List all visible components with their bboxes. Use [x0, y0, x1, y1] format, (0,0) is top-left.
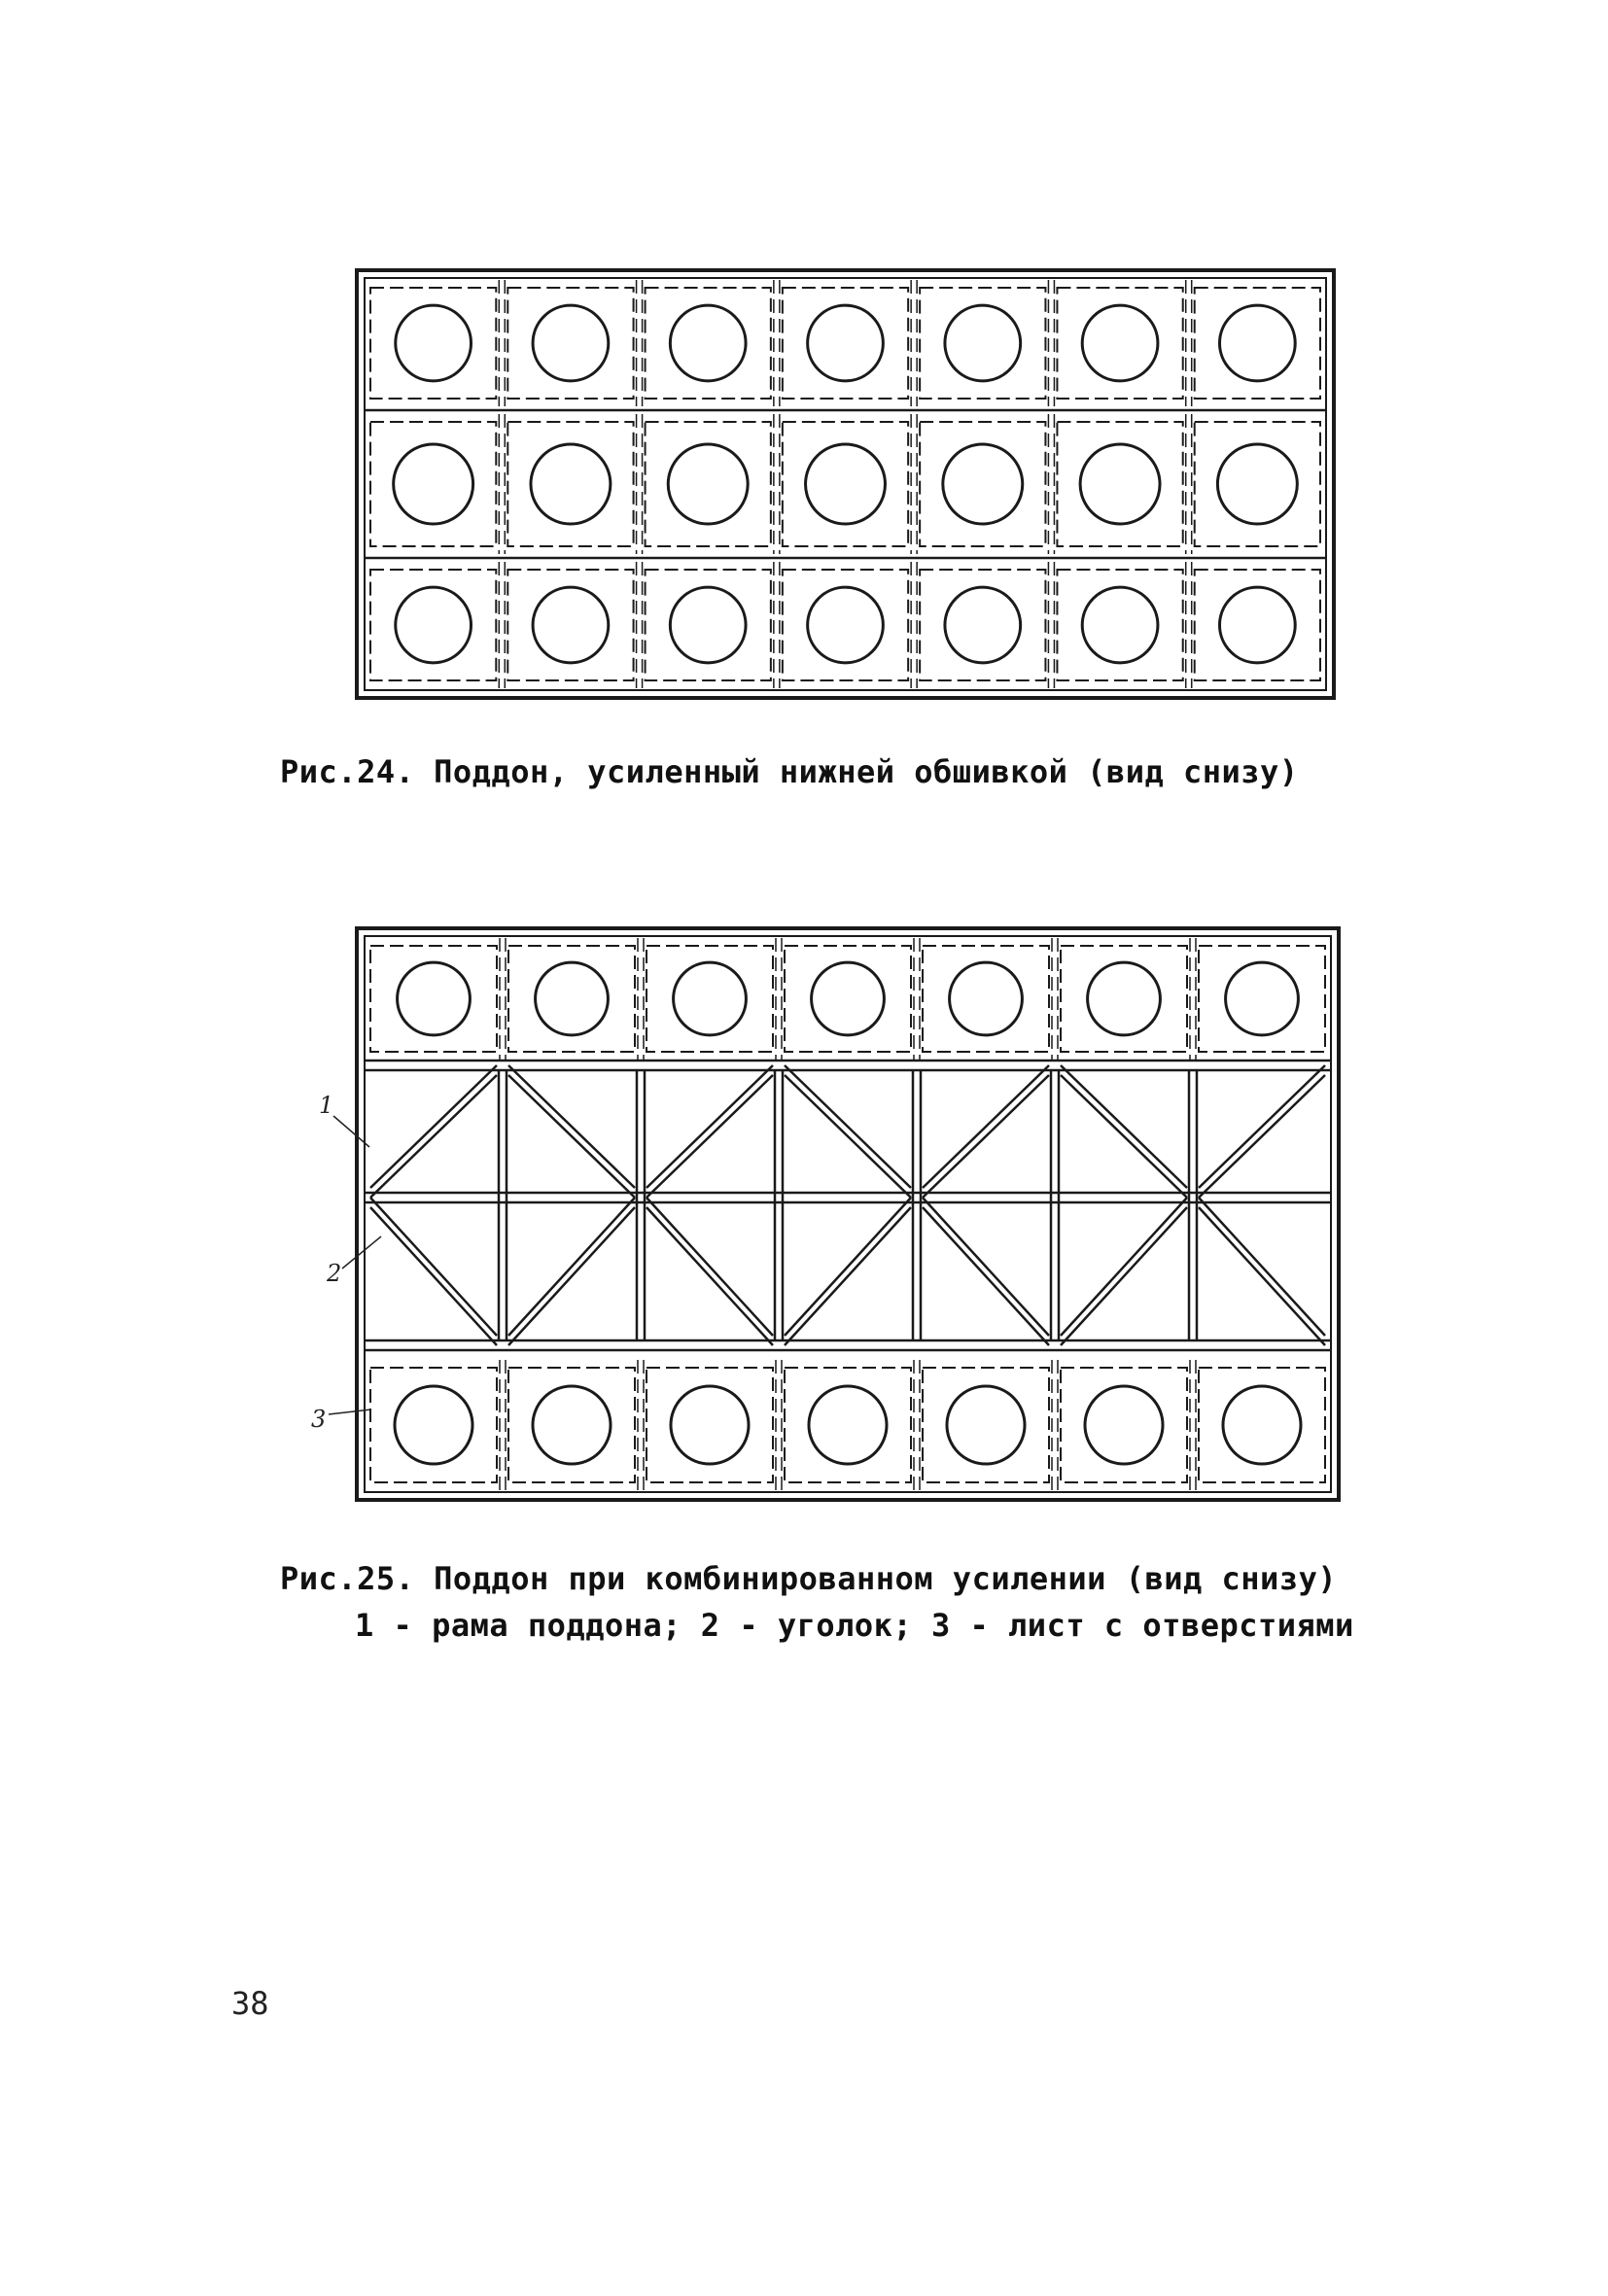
hole-circle	[1226, 962, 1299, 1035]
dashed-cell	[507, 422, 633, 546]
hole-circle	[806, 444, 886, 524]
hole-circle	[943, 444, 1023, 524]
pallet-frame-outer	[357, 928, 1339, 1500]
hole-circle	[670, 587, 746, 663]
angle-diagonal	[1199, 1207, 1325, 1345]
angle-diagonal	[647, 1198, 773, 1336]
hole-circle	[808, 305, 884, 381]
angle-diagonal	[923, 1065, 1049, 1188]
hole-circle	[1082, 587, 1158, 663]
dashed-cell	[1057, 422, 1182, 546]
angle-diagonal	[923, 1198, 1049, 1336]
hole-circle	[1217, 444, 1297, 524]
angle-diagonal	[370, 1065, 497, 1188]
page-number: 38	[231, 1985, 269, 2022]
hole-circle	[674, 962, 747, 1035]
hole-circle	[1082, 305, 1158, 381]
dashed-cell	[646, 422, 771, 546]
angle-diagonal	[785, 1198, 911, 1336]
hole-circle	[950, 962, 1023, 1035]
dashed-cell	[920, 422, 1045, 546]
hole-circle	[809, 1386, 887, 1464]
pallet-frame-inner	[365, 936, 1331, 1492]
angle-diagonal	[647, 1075, 773, 1198]
hole-circle	[945, 587, 1021, 663]
callout-1: 1	[319, 1092, 334, 1119]
hole-circle	[670, 305, 746, 381]
figure-25-combined-reinforcement	[357, 928, 1339, 1500]
hole-circle	[533, 1386, 611, 1464]
angle-diagonal	[370, 1207, 497, 1345]
hole-circle	[533, 587, 609, 663]
callout-2: 2	[327, 1260, 342, 1287]
angle-diagonal	[1199, 1075, 1325, 1198]
hole-circle	[533, 305, 609, 381]
hole-circle	[1085, 1386, 1163, 1464]
hole-circle	[394, 444, 473, 524]
callout-3: 3	[311, 1406, 327, 1433]
hole-circle	[396, 587, 472, 663]
hole-circle	[668, 444, 748, 524]
hole-row-1	[370, 280, 1320, 406]
angle-diagonal	[923, 1207, 1049, 1345]
angle-diagonal	[508, 1075, 635, 1198]
angle-diagonal	[785, 1065, 911, 1188]
top-perforated-sheet	[370, 938, 1325, 1060]
dashed-cell	[370, 422, 496, 546]
angle-diagonal	[508, 1198, 635, 1336]
hole-circle	[1223, 1386, 1301, 1464]
angle-diagonal	[1061, 1207, 1187, 1345]
dashed-cell	[783, 422, 908, 546]
angle-diagonal	[1199, 1198, 1325, 1336]
figure-24-caption: Рис.24. Поддон, усиленный нижней обшивкой (вид снизу)	[280, 753, 1299, 790]
hole-circle	[812, 962, 885, 1035]
hole-circle	[531, 444, 611, 524]
pallet-frame-inner	[365, 278, 1326, 690]
angle-diagonal	[1061, 1198, 1187, 1336]
angle-diagonal	[1199, 1065, 1325, 1188]
pallet-frame-outer	[357, 270, 1334, 698]
hole-circle	[808, 587, 884, 663]
hole-circle	[1219, 305, 1295, 381]
hole-circle	[947, 1386, 1025, 1464]
angle-diagonal	[370, 1198, 497, 1336]
figure-24-pallet-bottom-view	[357, 270, 1334, 698]
angle-diagonal	[647, 1065, 773, 1188]
hole-circle	[536, 962, 609, 1035]
angle-diagonal	[647, 1207, 773, 1345]
hole-row-2	[370, 414, 1320, 554]
angle-diagonal	[508, 1207, 635, 1345]
angle-diagonal	[1061, 1075, 1187, 1198]
angle-diagonal	[785, 1075, 911, 1198]
angle-diagonal	[923, 1075, 1049, 1198]
angle-diagonal	[370, 1075, 497, 1198]
bottom-perforated-sheet	[370, 1360, 1325, 1490]
angle-diagonal	[508, 1065, 635, 1188]
hole-circle	[1080, 444, 1160, 524]
figure-25-caption: Рис.25. Поддон при комбинированном усилении (вид снизу)	[280, 1560, 1338, 1597]
callout-2-leader	[342, 1236, 381, 1269]
dashed-cell	[1195, 422, 1320, 546]
hole-circle	[395, 1386, 472, 1464]
hole-circle	[1088, 962, 1161, 1035]
hole-circle	[671, 1386, 749, 1464]
angle-diagonal	[785, 1207, 911, 1345]
hole-circle	[396, 305, 472, 381]
hole-circle	[1219, 587, 1295, 663]
hole-row-3	[370, 562, 1320, 688]
hole-circle	[945, 305, 1021, 381]
figure-25-legend: 1 - рама поддона; 2 - уголок; 3 - лист с отверстиями	[355, 1607, 1354, 1644]
hole-circle	[398, 962, 471, 1035]
angle-diagonal	[1061, 1065, 1187, 1188]
